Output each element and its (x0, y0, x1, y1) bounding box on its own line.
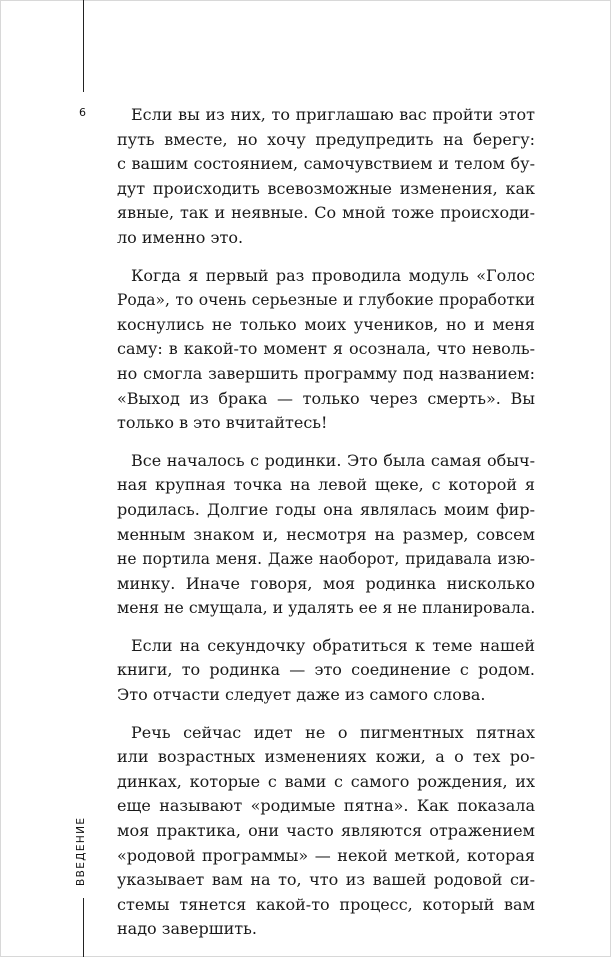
text-line: Если вы из них, то приглашаю вас пройти этот (131, 105, 535, 124)
text-line: еще называют «родимые пятна». Как показала (117, 796, 535, 816)
text-line: явные, так и неявные. Со мной тоже происходи- (117, 203, 535, 223)
text-line: надо завершить. (117, 919, 257, 939)
text-line: с вашим состоянием, самочувствием и телом бу- (117, 154, 535, 174)
text-line: коснулись не только моих учеников, но и меня (117, 314, 535, 334)
paragraph (117, 103, 535, 251)
paragraph (117, 634, 535, 708)
section-label: ВВЕДЕНИЕ (75, 816, 87, 886)
text-line: моя практика, они часто являются отражением (117, 821, 535, 841)
page-number: 6 (79, 106, 86, 119)
paragraph (117, 264, 535, 436)
text-line: «родовой программы» — некой меткой, которая (117, 845, 535, 865)
text-line: книги, то родинка — это соединение с родом. (117, 660, 535, 680)
text-line: Если на секундочку обратиться к теме нашей (131, 635, 535, 655)
text-line: менным знаком и, несмотря на размер, совсем (117, 524, 535, 544)
text-line: но смогла завершить программу под названием: (117, 363, 535, 383)
text-line: саму: в какой-то момент я осознала, что неволь- (117, 339, 535, 359)
text-line: ло именно это. (117, 227, 244, 247)
text-line: Рода», то очень серьезные и глубокие проработки (117, 291, 535, 310)
margin-rule-top (83, 0, 84, 92)
text-line: Все началось с родинки. Это была самая обыч- (131, 450, 535, 470)
text-line: родилась. Долгие годы она являлась моим фир- (117, 499, 535, 519)
text-line: динках, которые с вами с самого рождения, их (117, 771, 535, 791)
text-line: Речь сейчас идет не о пигментных пятнах (131, 722, 535, 742)
text-line: минку. Иначе говоря, моя родинка нисколько (117, 573, 535, 593)
paragraph (117, 721, 535, 942)
text-line: дут происходить всевозможные изменения, как (117, 178, 535, 198)
paragraph (117, 449, 535, 621)
text-line: меня не смущала, и удалять ее я не планировала. (117, 598, 536, 618)
text-line: не портила меня. Даже наоборот, придавала изю- (117, 550, 535, 569)
margin-rule-bottom (83, 898, 84, 957)
text-line: Это отчасти следует даже из самого слова. (117, 685, 486, 705)
body-text (117, 103, 535, 955)
text-line: ная крупная точка на левой щеке, с которой я (117, 475, 535, 495)
text-line: только в это вчитайтесь! (117, 413, 328, 433)
text-line: путь вместе, но хочу предупредить на берегу: (117, 129, 535, 149)
text-line: Когда я первый раз проводила модуль «Голос (131, 265, 535, 285)
text-line: указывает вам на то, что из вашей родовой си- (117, 870, 535, 890)
text-line: «Выход из брака — только через смерть». Вы (117, 388, 535, 408)
text-line: или возрастных изменениях кожи, а о тех ро- (117, 747, 535, 767)
text-line: стемы тянется какой-то процесс, который вам (117, 894, 535, 914)
